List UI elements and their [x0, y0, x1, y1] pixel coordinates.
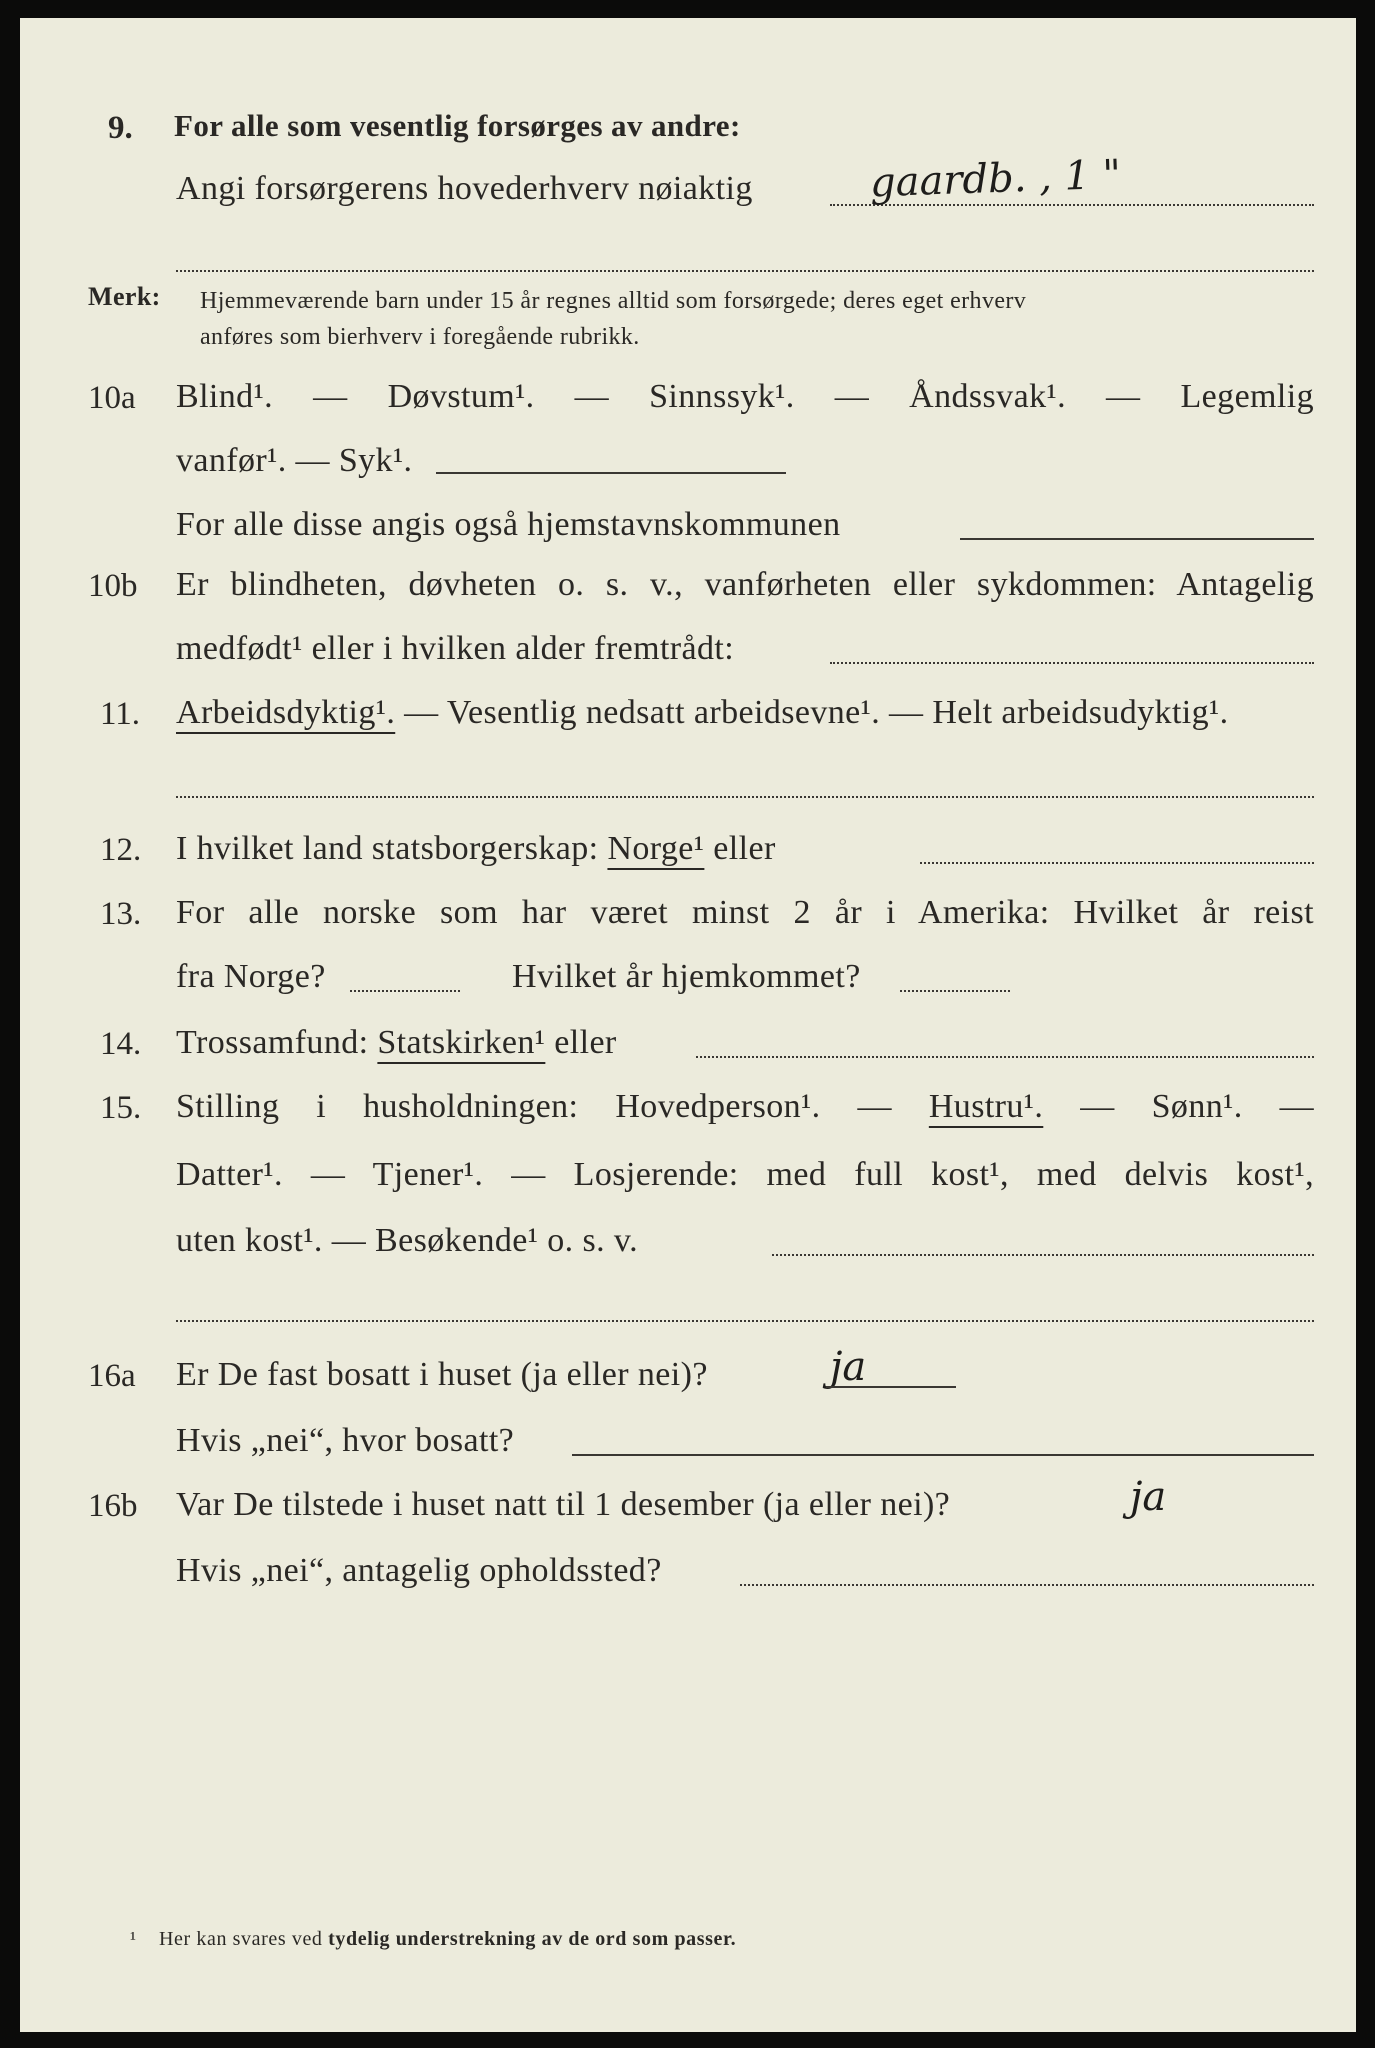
q10a-kommune-line	[960, 538, 1314, 540]
q9-extra-line	[176, 270, 1314, 272]
q16a-answer-line	[826, 1386, 956, 1388]
q16b-answer: ja	[1130, 1474, 1167, 1520]
q11-rest: — Vesentlig nedsatt arbeidsevne¹. — Helt arbeidsudyktig¹.	[395, 694, 1229, 731]
q10b-line1: Er blindheten, døvheten o. s. v., vanførheten eller sykdommen: Antagelig	[176, 566, 1314, 603]
q14-underlined-option: Statskirken¹	[377, 1024, 546, 1061]
merk-label: Merk:	[88, 282, 161, 311]
merk-line1: Hjemmeværende barn under 15 år regnes alltid som forsørgede; deres eget erhverv	[200, 288, 1027, 314]
q12-number: 12.	[100, 832, 142, 868]
q16b-line1: Var De tilstede i huset natt til 1 desember (ja eller nei)?	[176, 1486, 951, 1523]
footnote	[130, 1928, 736, 1951]
q11-extra-line	[176, 796, 1314, 798]
q13-reist-line	[350, 990, 460, 992]
q10b-number: 10b	[88, 568, 138, 604]
q15-line1	[176, 1088, 1314, 1126]
q12-pre: I hvilket land statsborgerskap:	[176, 830, 608, 867]
q9-answer: gaardb. , 1 "	[869, 151, 1122, 207]
q10b-line2: medfødt¹ eller i hvilken alder fremtrådt:	[176, 630, 735, 667]
q10b-answer-line	[830, 662, 1314, 664]
footnote-mark: ¹	[130, 1928, 137, 1950]
q14-pre: Trossamfund:	[176, 1024, 378, 1061]
q9-number: 9.	[108, 110, 133, 146]
q12-underlined-option: Norge¹	[607, 830, 705, 867]
q13-line1: For alle norske som har været minst 2 år i Amerika: Hvilket år reist	[176, 894, 1314, 931]
q16a-number: 16a	[88, 1358, 136, 1394]
q16a-line1: Er De fast bosatt i huset (ja eller nei)?	[176, 1356, 708, 1393]
q13-number: 13.	[100, 896, 142, 932]
q15-line1-post: — Sønn¹. —	[1043, 1088, 1314, 1125]
q11-text	[176, 694, 1229, 732]
q12-answer-line	[920, 862, 1314, 864]
footnote-text: Her kan svares ved	[159, 1928, 329, 1950]
footnote-bold-text: tydelig understrekning av de ord som passer.	[328, 1928, 737, 1950]
q14-text	[176, 1024, 617, 1062]
q11-underlined-option: Arbeidsdyktig¹.	[176, 694, 396, 731]
q10a-line1: Blind¹. — Døvstum¹. — Sinnssyk¹. — Åndssvak¹. — Legemlig	[176, 378, 1314, 415]
q13-hjemkommet-line	[900, 990, 1010, 992]
q16a-bosatt-line	[572, 1454, 1314, 1456]
q13-line2a: fra Norge?	[176, 958, 326, 995]
q13-line2b: Hvilket år hjemkommet?	[512, 958, 861, 995]
q16b-line2: Hvis „nei“, antagelig opholdssted?	[176, 1552, 662, 1589]
q12-text	[176, 830, 776, 868]
q15-line1-pre: Stilling i husholdningen: Hovedperson¹. —	[176, 1088, 929, 1125]
census-form-page	[20, 18, 1356, 2032]
q11-number: 11.	[100, 696, 141, 732]
q10a-syk-line	[436, 472, 786, 474]
q10a-line3: For alle disse angis også hjemstavnskommunen	[176, 506, 841, 543]
q16b-number: 16b	[88, 1488, 138, 1524]
q15-line3: uten kost¹. — Besøkende¹ o. s. v.	[176, 1222, 639, 1259]
q10a-line2: vanfør¹. — Syk¹.	[176, 442, 413, 479]
q14-number: 14.	[100, 1026, 142, 1062]
q14-post: eller	[545, 1024, 617, 1061]
q15-number: 15.	[100, 1090, 142, 1126]
q9-prompt: Angi forsørgerens hovederhverv nøiaktig	[176, 170, 753, 207]
q15-answer-line	[772, 1254, 1314, 1256]
q14-answer-line	[696, 1056, 1314, 1058]
q16a-line2: Hvis „nei“, hvor bosatt?	[176, 1422, 515, 1459]
q9-title: For alle som vesentlig forsørges av andre:	[174, 108, 741, 143]
q16b-opphold-line	[740, 1584, 1314, 1586]
q10a-number: 10a	[88, 380, 136, 416]
merk-line2: anføres som bierhverv i foregående rubrikk.	[200, 324, 640, 350]
q15-underlined-option: Hustru¹.	[928, 1088, 1044, 1125]
q16a-answer: ja	[830, 1344, 867, 1390]
q15-extra-line	[176, 1320, 1314, 1322]
q12-post: eller	[704, 830, 776, 867]
q15-line2: Datter¹. — Tjener¹. — Losjerende: med full kost¹, med delvis kost¹,	[176, 1156, 1314, 1193]
